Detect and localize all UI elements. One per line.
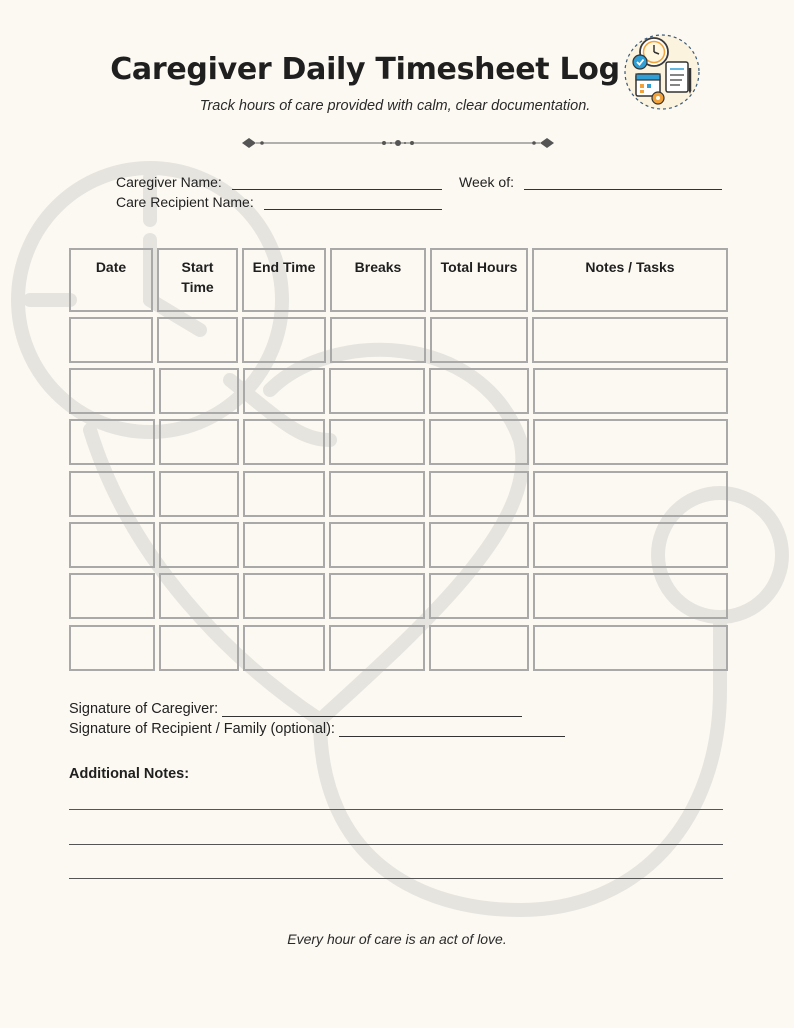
table-cell-notes-tasks[interactable] [533, 471, 728, 517]
table-cell-end-time[interactable] [243, 522, 325, 568]
table-cell-breaks[interactable] [329, 471, 425, 517]
caregiver-name-label: Caregiver Name: [116, 174, 222, 190]
table-cell-start-time[interactable] [159, 419, 239, 465]
table-cell-total-hours[interactable] [429, 573, 529, 619]
table-cell-date[interactable] [69, 419, 155, 465]
table-cell-total-hours[interactable] [429, 368, 529, 414]
notes-line[interactable] [69, 844, 723, 845]
table-cell-date[interactable] [69, 368, 155, 414]
table-cell-start-time[interactable] [159, 625, 239, 671]
table-cell-start-time[interactable] [157, 317, 238, 363]
page-title: Caregiver Daily Timesheet Log [110, 52, 620, 87]
table-cell-notes-tasks[interactable] [533, 368, 728, 414]
column-header-end-time: End Time [242, 248, 326, 312]
table-cell-end-time[interactable] [243, 471, 325, 517]
table-cell-end-time[interactable] [242, 317, 326, 363]
care-recipient-label: Care Recipient Name: [116, 194, 254, 210]
table-cell-total-hours[interactable] [429, 522, 529, 568]
ornamental-divider-icon [240, 135, 556, 151]
table-cell-date[interactable] [69, 471, 155, 517]
table-cell-start-time[interactable] [159, 522, 239, 568]
table-cell-breaks[interactable] [329, 419, 425, 465]
table-cell-date[interactable] [69, 625, 155, 671]
table-cell-notes-tasks[interactable] [533, 573, 728, 619]
column-header-breaks: Breaks [330, 248, 426, 312]
page-subtitle: Track hours of care provided with calm, clear documentation. [199, 98, 591, 114]
column-header-total-hours: Total Hours [430, 248, 528, 312]
caregiver-name-field [116, 174, 442, 190]
table-cell-total-hours[interactable] [429, 419, 529, 465]
table-cell-notes-tasks[interactable] [533, 419, 728, 465]
caregiver-name-input-line[interactable] [232, 176, 442, 190]
table-cell-breaks[interactable] [329, 573, 425, 619]
table-cell-date[interactable] [69, 573, 155, 619]
table-cell-date[interactable] [69, 317, 153, 363]
table-cell-end-time[interactable] [243, 419, 325, 465]
notes-line[interactable] [69, 809, 723, 810]
care-recipient-input-line[interactable] [264, 196, 442, 210]
caregiver-signature-label: Signature of Caregiver: [69, 701, 219, 717]
clock-calendar-checklist-icon [622, 32, 702, 112]
table-cell-total-hours[interactable] [429, 625, 529, 671]
caregiver-signature-field [69, 701, 522, 717]
column-header-start-time-label: Start Time [181, 259, 214, 295]
table-cell-notes-tasks[interactable] [532, 317, 728, 363]
table-cell-start-time[interactable] [159, 471, 239, 517]
table-cell-total-hours[interactable] [430, 317, 528, 363]
care-recipient-field [116, 194, 442, 210]
recipient-signature-line[interactable] [339, 723, 565, 737]
table-cell-end-time[interactable] [243, 368, 325, 414]
week-of-label: Week of: [459, 174, 514, 190]
table-cell-start-time[interactable] [159, 368, 239, 414]
week-of-field [459, 174, 722, 190]
table-cell-breaks[interactable] [329, 522, 425, 568]
table-cell-breaks[interactable] [329, 368, 425, 414]
table-cell-notes-tasks[interactable] [533, 522, 728, 568]
column-header-start-time [157, 248, 238, 312]
week-of-input-line[interactable] [524, 176, 722, 190]
table-cell-total-hours[interactable] [429, 471, 529, 517]
recipient-signature-field [69, 721, 565, 737]
additional-notes-label: Additional Notes: [69, 766, 190, 782]
table-cell-breaks[interactable] [329, 625, 425, 671]
footer-quote: Every hour of care is an act of love. [287, 931, 507, 947]
table-cell-breaks[interactable] [330, 317, 426, 363]
recipient-signature-label: Signature of Recipient / Family (optional): [69, 721, 335, 737]
column-header-date: Date [69, 248, 153, 312]
table-cell-notes-tasks[interactable] [533, 625, 728, 671]
column-header-notes-tasks: Notes / Tasks [532, 248, 728, 312]
table-cell-end-time[interactable] [243, 625, 325, 671]
notes-line[interactable] [69, 878, 723, 879]
table-cell-start-time[interactable] [159, 573, 239, 619]
table-cell-date[interactable] [69, 522, 155, 568]
table-cell-end-time[interactable] [243, 573, 325, 619]
caregiver-signature-line[interactable] [222, 703, 522, 717]
